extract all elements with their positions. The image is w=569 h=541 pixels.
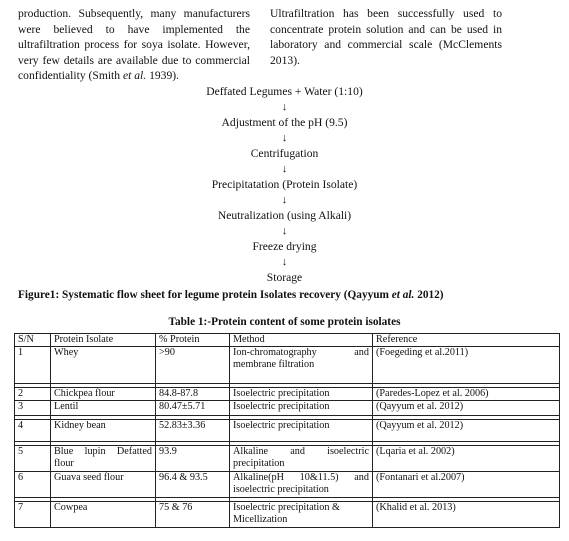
figure-caption-end: 2012)	[414, 289, 444, 301]
cell-reference: (Lqaria et al. 2002)	[373, 445, 560, 471]
cell-protein: 93.9	[156, 445, 230, 471]
flow-step-4: Precipitatation (Protein Isolate)	[211, 178, 358, 191]
cell-method: Alkaline(pH 10&11.5) and isoelectric precipitation	[230, 471, 373, 497]
flow-chart	[0, 84, 569, 286]
cell-protein: 75 & 76	[156, 501, 230, 527]
cell-method: Isoelectric precipitation	[230, 400, 373, 415]
protein-table	[14, 333, 560, 528]
figure-caption-etal: et al.	[391, 289, 415, 301]
arrow-down-icon: ↓	[281, 255, 288, 268]
header-sn: S/N	[15, 334, 51, 347]
cell-isolate: Whey	[51, 347, 156, 384]
table-row	[15, 347, 560, 384]
left-paragraph-text: production. Subsequently, many manufacturers were believed to have implemented the ultrafiltration process for soya isolate. However, very few details are available due to commercial confidentiality (Smith	[18, 7, 250, 83]
cell-reference: (Qayyum et al. 2012)	[373, 400, 560, 415]
arrow-down-icon: ↓	[281, 224, 288, 237]
cell-protein: 80.47±5.71	[156, 400, 230, 415]
right-paragraph-text: Ultrafiltration has been successfully used to concentrate protein solution and can be used in laboratory and commercial scale (McClements 2013).	[270, 7, 502, 67]
cell-protein: 52.83±3.36	[156, 419, 230, 441]
et-al-text: et al.	[122, 69, 147, 83]
cell-protein: >90	[156, 347, 230, 384]
flow-step-1: Deffated Legumes + Water (1:10)	[206, 85, 363, 98]
cell-method: Ion-chromatography and membrane filtration	[230, 347, 373, 384]
cell-method: Isoelectric precipitation & Micellization	[230, 501, 373, 527]
cell-reference: (Paredes-Lopez et al. 2006)	[373, 388, 560, 401]
table-row	[15, 400, 560, 415]
arrow-down-icon: ↓	[281, 131, 288, 144]
header-reference: Reference	[373, 334, 560, 347]
cell-method: Isoelectric precipitation	[230, 388, 373, 401]
cell-sn: 7	[15, 501, 51, 527]
cell-reference: (Khalid et al. 2013)	[373, 501, 560, 527]
flow-step-3: Centrifugation	[250, 147, 319, 160]
left-paragraph-end: 1939).	[146, 69, 180, 83]
arrow-down-icon: ↓	[281, 100, 288, 113]
figure-caption	[18, 289, 444, 301]
cell-protein: 96.4 & 93.5	[156, 471, 230, 497]
cell-method: Alkaline and isoelectric precipitation	[230, 445, 373, 471]
cell-isolate: Blue lupin Defatted flour	[51, 445, 156, 471]
cell-method: Isoelectric precipitation	[230, 419, 373, 441]
table-row	[15, 445, 560, 471]
cell-isolate: Lentil	[51, 400, 156, 415]
cell-reference: (Foegeding et al.2011)	[373, 347, 560, 384]
arrow-down-icon: ↓	[281, 193, 288, 206]
cell-sn: 1	[15, 347, 51, 384]
cell-sn: 2	[15, 388, 51, 401]
cell-protein: 84.8-87.8	[156, 388, 230, 401]
table-row	[15, 471, 560, 497]
cell-reference: (Fontanari et al.2007)	[373, 471, 560, 497]
table-caption: Table 1:-Protein content of some protein isolates	[168, 316, 401, 328]
table-row	[15, 388, 560, 401]
table-header-row	[15, 334, 560, 347]
figure-caption-text: Figure1: Systematic flow sheet for legume protein Isolates recovery (Qayyum	[18, 289, 392, 301]
header-method: Method	[230, 334, 373, 347]
flow-step-5: Neutralization (using Alkali)	[217, 209, 352, 222]
cell-isolate: Guava seed flour	[51, 471, 156, 497]
flow-step-7: Storage	[266, 271, 303, 284]
cell-reference: (Qayyum et al. 2012)	[373, 419, 560, 441]
flow-step-6: Freeze drying	[252, 240, 317, 253]
flow-step-2: Adjustment of the pH (9.5)	[221, 116, 348, 129]
header-percent-protein: % Protein	[156, 334, 230, 347]
header-protein-isolate: Protein Isolate	[51, 334, 156, 347]
table-row	[15, 501, 560, 527]
right-paragraph	[270, 6, 502, 68]
cell-sn: 3	[15, 400, 51, 415]
arrow-down-icon: ↓	[281, 162, 288, 175]
cell-sn: 5	[15, 445, 51, 471]
cell-isolate: Cowpea	[51, 501, 156, 527]
cell-isolate: Chickpea flour	[51, 388, 156, 401]
left-paragraph	[18, 6, 250, 84]
cell-sn: 4	[15, 419, 51, 441]
table-row	[15, 419, 560, 441]
cell-isolate: Kidney bean	[51, 419, 156, 441]
cell-sn: 6	[15, 471, 51, 497]
